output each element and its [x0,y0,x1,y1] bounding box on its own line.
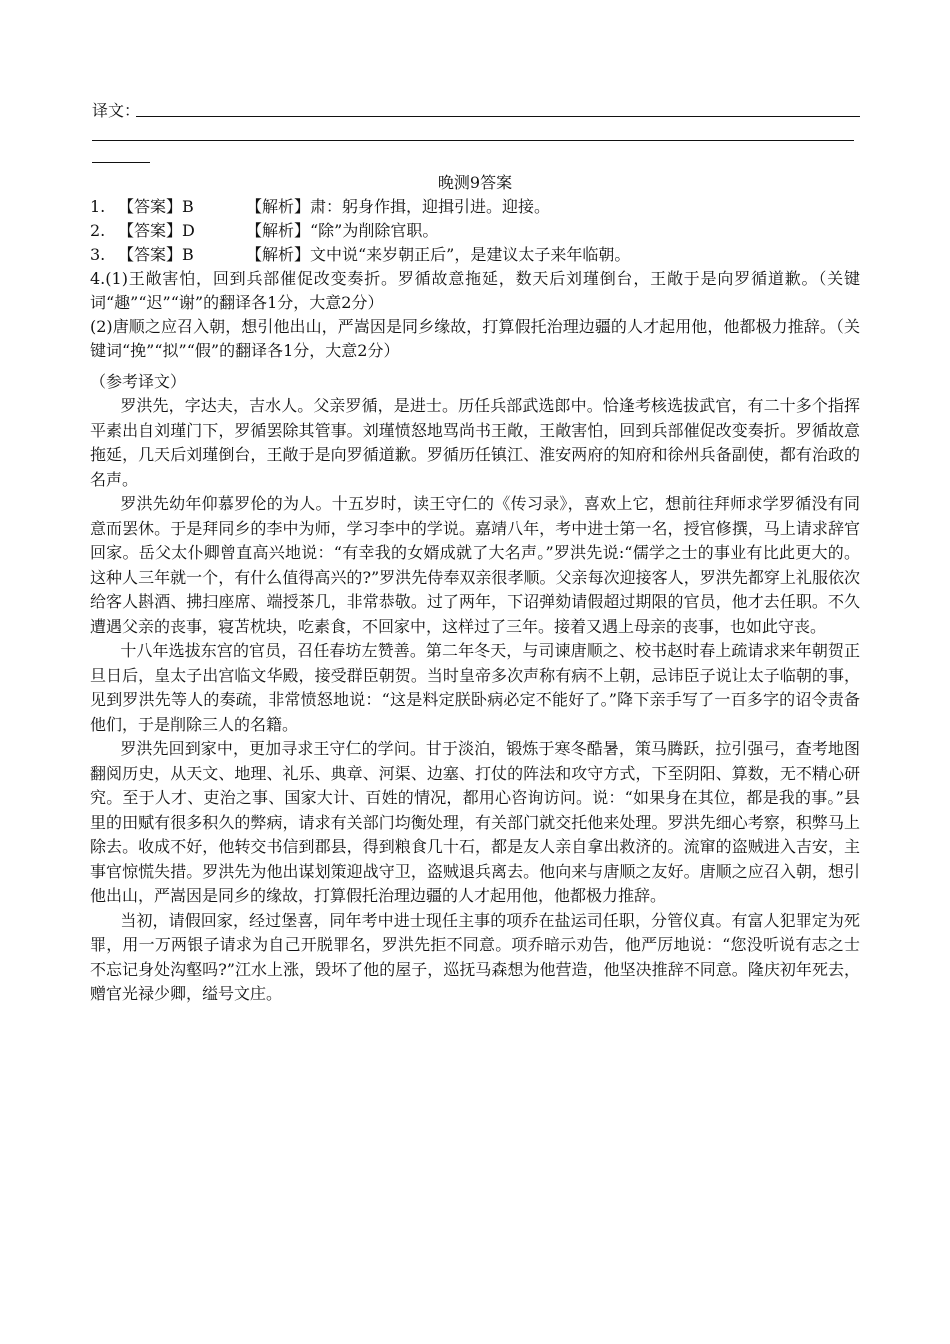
translation-paragraph: 当初，请假回家，经过堡喜，同年考中进士现任主事的项乔在盐运司任职，分管仪真。有富人犯罪定为死罪，用一万两银子请求为自己开脱罪名，罗洪先拒不同意。项乔暗示劝告，他严厉地说：“您没听说有志之士不忘记身处沟壑吗?”江水上涨，毁坏了他的屋子，巡抚马森想为他营造，他坚决推辞不同意。隆庆初年死去，赠官光禄少卿，缢号文庄。 [90,910,860,1003]
translation-paragraph: 罗洪先，字达夫，吉水人。父亲罗循，是进士。历任兵部武选郎中。恰逢考核选拔武官，有二十多个指挥平素出自刘瑾门下，罗循罢除其管事。刘瑾愤怒地骂尚书王敞，王敞害怕，回到兵部催促改变奏折。罗循故意拖延，几天后刘瑾倒台，王敞于是向罗循道歉。罗循历任镇江、淮安两府的知府和徐州兵备副使，都有治政的名声。 [90,396,860,489]
reference-translation-heading: （参考译文） [90,372,187,391]
answer-number: 1. [90,197,106,216]
translation-paragraph: 罗洪先回到家中，更加寻求王守仁的学问。甘于淡泊，锻炼于寒冬酷暑，策马腾跃，拉引强弓，查考地图翻阅历史，从天文、地理、礼乐、典章、河渠、边塞、打仗的阵法和攻守方式，下至阴阳、算数，无不精心研究。至于人才、吏治之事、国家大计、百姓的情况，都用心咨询访问。说：“如果身在其位，都是我的事。”县里的田赋有很多积久的弊病，请求有关部门均衡处理，有关部门就交托他来处理。罗洪先细心考察，积弊马上除去。收成不好，他转交书信到郡县，得到粮食几十石，都是友人亲自拿出救济的。流窜的盗贼进入吉安，主事官惊慌失措。罗洪先为他出谋划策迎战守卫，盗贼退兵离去。他向来与唐顺之友好。唐顺之应召入朝，想引他出山，严嵩因是同乡的缘故，打算假托治理边疆的人才起用他，他都极力推辞。 [90,739,860,905]
answers-section [90,195,860,363]
blank-line-3[interactable] [92,162,150,163]
translation-label: 译文： [92,101,141,120]
answer-number: 2. [90,221,106,240]
translation-blank [92,100,862,124]
translation-paragraph: 十八年选拔东宫的官员，召任春坊左赞善。第二年冬天，与司谏唐顺之、校书赵时春上疏请求来年朝贺正旦日后，皇太子出宫临文华殿，接受群臣朝贺。当时皇帝多次声称有病不上朝，忌讳臣子说让太子临朝的事，见到罗洪先等人的奏疏，非常愤怒地说：“这是料定朕卧病必定不能好了。”降下亲手写了一百多字的诏令责备他们，于是削除三人的名籍。 [90,641,860,734]
blank-line-1[interactable] [136,116,860,117]
answer-analysis: 【解析】肃：躬身作揖，迎揖引进。迎接。 [246,197,551,216]
answer-title: 晚测9答案 [437,173,513,192]
answer-key: 【答案】B [118,197,194,216]
translation-paragraph: 罗洪先幼年仰慕罗伦的为人。十五岁时，读王守仁的《传习录》，喜欢上它，想前往拜师求学罗循没有同意而罢休。于是拜同乡的李中为师，学习李中的学说。嘉靖八年，考中进士第一名，授官修撰，马上请求辞官回家。岳父太仆卿曾直高兴地说：“有幸我的女婿成就了大名声。”罗洪先说:“儒学之士的事业有比此更大的。这种人三年就一个，有什么值得高兴的?”罗洪先侍奉双亲很孝顺。父亲每次迎接客人，罗洪先都穿上礼服依次给客人斟酒、拂扫座席、端授茶几，非常恭敬。过了两年，下诏弹劾请假超过期限的官员，他才去任职。不久遭遇父亲的丧事，寝苫枕块，吃素食，不回家中，这样过了三年。接着又遇上母亲的丧事，也如此守丧。 [90,494,860,636]
answer-key: 【答案】B [118,245,194,264]
answer-item [90,219,860,243]
answer-4-part-1: 4.(1)王敞害怕，回到兵部催促改变奏折。罗循故意拖延，数天后刘瑾倒台，王敞于是向罗循道歉。（关键词“趣”“迟”“谢”的翻译各1分，大意2分） [90,269,860,312]
answer-item [90,243,860,267]
answer-analysis: 【解析】“除”为削除官职。 [246,221,439,240]
answer-number: 3. [90,245,106,264]
answer-4-part-2: (2)唐顺之应召入朝，想引他出山，严嵩因是同乡缘故，打算假托治理边疆的人才起用他，他都极力推辞。（关键词“挽”“拟”“假”的翻译各1分，大意2分） [90,317,860,360]
answer-item [90,195,860,219]
blank-line-2[interactable] [92,140,854,141]
answer-analysis: 【解析】文中说“来岁朝正后”，是建议太子来年临朝。 [246,245,631,264]
reference-translation [90,370,860,1007]
answer-key: 【答案】D [118,221,195,240]
